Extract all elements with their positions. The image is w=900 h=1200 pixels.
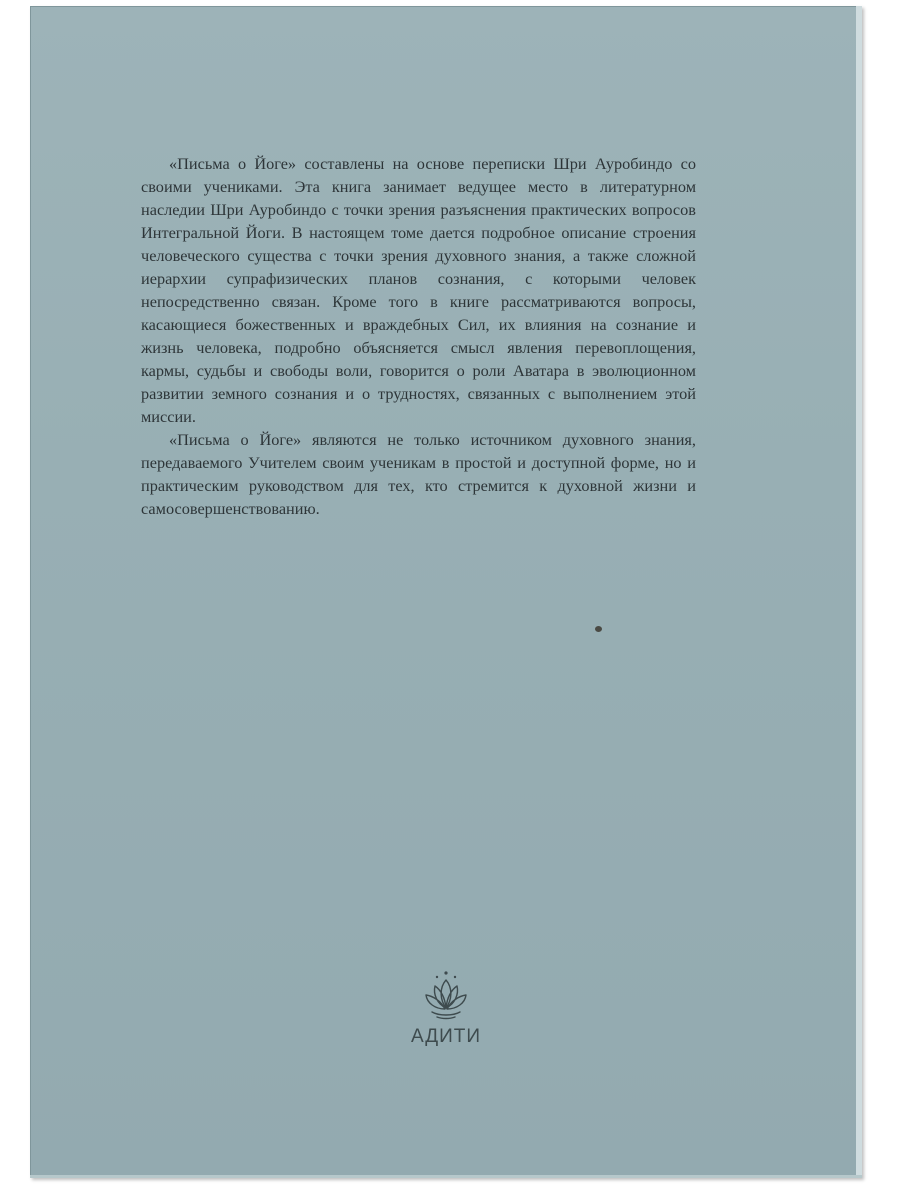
blurb-paragraph-1: «Письма о Йоге» составлены на основе переписки Шри Ауробиндо со своими учениками. Эта книга занимает ведущее место в литературном наследии Шри Ауробиндо с точки зрения разъяснения практических вопросов Интегральной Йоги. В настоящем томе дается подробное описание строения человеческого существа с точки зрения духовного знания, а также сложной иерархии супрафизических планов сознания, с которыми человек непосредственно связан. Кроме того в книге рассматриваются вопросы, касающиеся божественных и враждебных Сил, их влияния на сознание и жизнь человека, подробно объясняется смысл явления перевоплощения, кармы, судьбы и свободы воли, говорится о роли Аватара в эволюционном развитии земного сознания и о трудностях, связанных с выполнением этой миссии.	[141, 154, 696, 426]
cover-scuff-mark	[595, 626, 602, 632]
blurb-paragraph-2: «Письма о Йоге» являются не только источником духовного знания, передаваемого Учителем своим ученикам в простой и доступной форме, но и практическим руководством для тех, кто стремится к духовной жизни и самосовершенствованию.	[141, 430, 696, 518]
publisher-logo	[396, 968, 496, 1048]
cover-edge	[856, 6, 862, 1178]
lotus-icon	[423, 968, 469, 1022]
cover-blurb	[141, 152, 696, 520]
publisher-name: АДИТИ	[410, 1026, 482, 1047]
cover-bottom-edge	[30, 1175, 862, 1178]
